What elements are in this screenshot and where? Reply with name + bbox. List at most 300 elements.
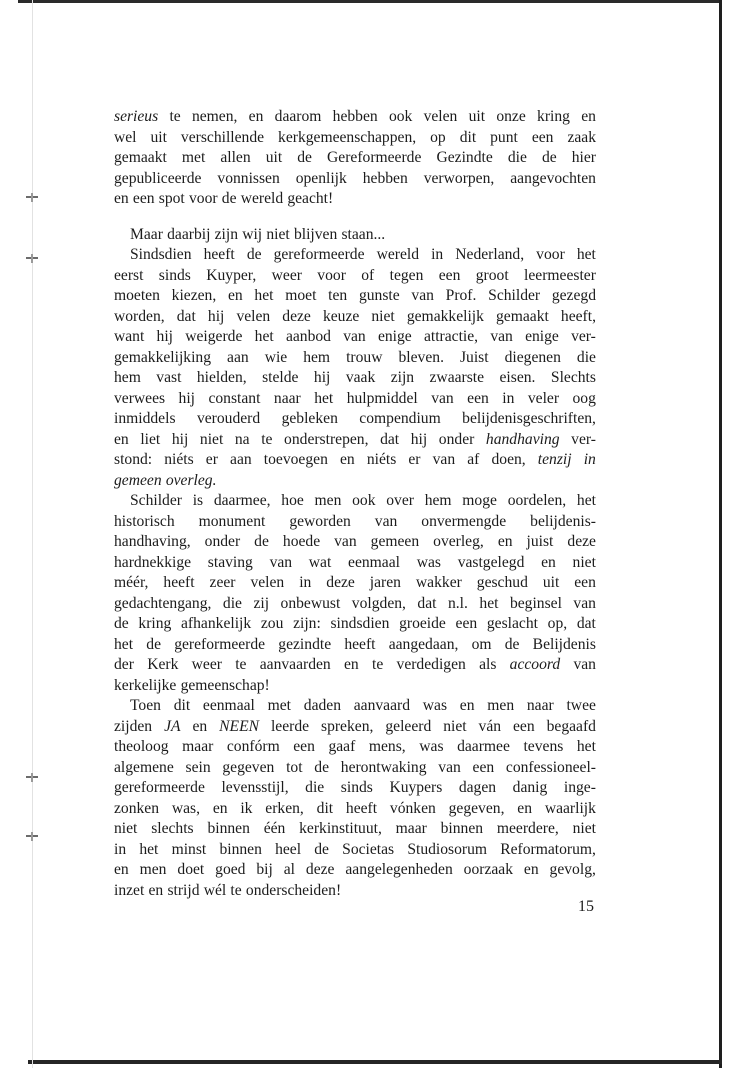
- word: een: [455, 615, 478, 632]
- word: en: [212, 799, 228, 817]
- word: of: [361, 266, 375, 284]
- scan-border-right: [719, 0, 722, 1068]
- word: een: [574, 574, 596, 591]
- word: en: [541, 553, 556, 571]
- word: vónken: [389, 799, 436, 817]
- word: de: [504, 635, 520, 653]
- word: onze: [496, 108, 526, 125]
- word: velen: [250, 574, 285, 591]
- binding-mark: [26, 195, 38, 200]
- word: vaak: [345, 369, 376, 386]
- word: afhankelijk: [181, 615, 252, 632]
- paragraph: [114, 245, 596, 491]
- word: liet: [140, 430, 161, 448]
- word: ik: [240, 799, 253, 817]
- word: handhaving,: [114, 533, 191, 550]
- word: ten: [328, 287, 348, 304]
- word: tenzij: [537, 451, 572, 468]
- word: men: [487, 697, 515, 714]
- word: op: [430, 128, 446, 146]
- word: JA: [164, 717, 181, 735]
- word: hielden,: [196, 369, 247, 386]
- word: binnen: [207, 820, 250, 837]
- word: niet: [199, 430, 224, 448]
- word: oog: [572, 389, 596, 407]
- word: van: [573, 656, 596, 673]
- scan-border-top: [18, 0, 722, 3]
- word: eisen.: [499, 369, 536, 386]
- word: moet: [285, 287, 317, 304]
- word: voor: [536, 246, 565, 263]
- word: naar: [526, 697, 554, 714]
- word: verouderd: [196, 410, 261, 427]
- word: Reformatorum,: [500, 840, 596, 858]
- word: zeer: [209, 574, 236, 591]
- word: staving: [207, 553, 253, 571]
- text-line: [114, 614, 596, 635]
- text-line: [114, 107, 596, 128]
- word: af: [467, 451, 480, 468]
- paragraph: [114, 225, 596, 246]
- word: niéts: [164, 451, 194, 468]
- text-line: [114, 819, 596, 840]
- word: verworpen,: [423, 169, 495, 187]
- scan-border-bottom: [28, 1060, 722, 1064]
- word: binnen: [219, 840, 262, 858]
- text-line: [114, 594, 596, 615]
- word: Schilder: [130, 492, 182, 509]
- word: dat: [417, 594, 437, 612]
- word: het: [576, 738, 596, 755]
- word: men: [139, 861, 167, 878]
- text-line: [114, 860, 596, 881]
- word: was: [416, 553, 441, 571]
- word: van: [490, 328, 513, 345]
- text-line: [114, 128, 596, 149]
- word: heeft: [163, 574, 195, 591]
- word: ver-: [571, 328, 596, 345]
- word: tegen: [389, 266, 424, 284]
- word: niéts: [366, 451, 397, 468]
- word: hij: [156, 328, 174, 345]
- word: gemeen: [114, 471, 162, 489]
- paragraph: [114, 107, 596, 210]
- word: op,: [547, 615, 568, 632]
- word: staan...: [341, 225, 386, 243]
- word: hem: [303, 348, 331, 366]
- word: diegenen: [504, 348, 561, 366]
- word: een: [472, 758, 495, 776]
- word: zijden: [114, 717, 153, 735]
- word: slechts: [151, 820, 194, 837]
- paragraph: [114, 696, 596, 901]
- word: Kuypers: [389, 779, 443, 796]
- word: kiezen,: [171, 287, 217, 304]
- word: geslacht: [486, 615, 538, 632]
- word: gegeven,: [448, 799, 505, 817]
- word: enige: [525, 328, 559, 345]
- word: die: [222, 594, 242, 612]
- word: serieus: [114, 108, 159, 125]
- word: minst: [171, 840, 207, 858]
- word: leerde: [270, 717, 310, 735]
- word: Maar: [130, 225, 163, 243]
- word: spot: [158, 190, 185, 207]
- word: binnen: [440, 820, 484, 837]
- text-line: [114, 409, 596, 430]
- word: Nederland,: [455, 246, 525, 263]
- word: dat: [176, 307, 196, 325]
- word: zaak: [567, 128, 596, 146]
- text-line: [114, 840, 596, 861]
- word: deze: [282, 307, 311, 325]
- word: maar: [182, 738, 214, 755]
- word: hoede: [282, 533, 321, 550]
- word: enige: [377, 328, 412, 345]
- word: dagen: [458, 779, 497, 796]
- word: onder: [438, 430, 475, 448]
- word: uit: [265, 149, 283, 166]
- text-line: [114, 307, 596, 328]
- word: deze: [567, 533, 596, 550]
- word: moge: [462, 492, 497, 509]
- word: aan: [227, 348, 249, 366]
- word: gemaakt: [496, 307, 549, 325]
- word: zijn: [214, 225, 238, 243]
- word: aangevochten: [510, 169, 596, 187]
- word: zijn: [390, 369, 415, 386]
- text-line: [114, 430, 596, 451]
- word: de: [314, 758, 330, 776]
- word: om: [471, 635, 492, 653]
- word: Juist: [459, 348, 489, 366]
- word: verwees: [114, 389, 166, 407]
- page-number: 15: [578, 898, 594, 915]
- word: in: [502, 389, 515, 407]
- word: Gezindte: [436, 149, 493, 166]
- word: Kuyper,: [206, 266, 257, 284]
- word: niet: [443, 717, 467, 735]
- word: strijd: [167, 881, 200, 899]
- word: bij: [256, 861, 273, 878]
- word: monument: [198, 512, 266, 530]
- word: spreken,: [321, 717, 374, 735]
- word: de: [114, 615, 129, 632]
- word: Kerk: [147, 656, 179, 673]
- word: daarmee,: [213, 492, 271, 509]
- word: wereld: [240, 190, 284, 207]
- word: van: [374, 512, 398, 530]
- word: oordelen,: [507, 492, 567, 509]
- word: inzet: [114, 881, 145, 899]
- word: oorzaak: [463, 861, 514, 878]
- word: verschillende: [180, 128, 265, 146]
- word: geschud: [476, 574, 528, 591]
- word: Toen: [130, 697, 161, 714]
- word: uit: [542, 574, 560, 591]
- word: niet: [371, 307, 395, 325]
- word: heeft: [345, 799, 378, 817]
- word: geacht!: [287, 190, 334, 207]
- word: stelde: [262, 369, 299, 386]
- word: die: [507, 149, 527, 166]
- word: en: [581, 108, 596, 125]
- text-line: [114, 266, 596, 287]
- word: aanbod: [285, 328, 331, 345]
- text-line: [114, 169, 596, 190]
- text-line: [114, 881, 596, 902]
- word: geleerd: [385, 717, 432, 735]
- word: zij: [253, 594, 270, 612]
- word: een: [438, 266, 461, 284]
- word: in: [114, 840, 127, 858]
- word: kring: [537, 108, 570, 125]
- text-line: [114, 225, 596, 246]
- word: de: [297, 149, 312, 166]
- word: NEEN: [219, 717, 259, 735]
- word: dit: [316, 799, 334, 817]
- word: hier: [571, 149, 596, 166]
- word: danig: [512, 779, 548, 796]
- word: van: [334, 533, 357, 550]
- word: velen: [423, 108, 458, 125]
- word: een: [467, 389, 489, 407]
- word: vonnissen: [217, 169, 280, 187]
- word: Prof.: [445, 287, 477, 304]
- word: tot: [286, 758, 303, 776]
- word: te: [230, 881, 242, 899]
- word: heel: [275, 840, 302, 858]
- word: groeide: [399, 615, 446, 632]
- text-line: [114, 327, 596, 348]
- word: heeft: [344, 635, 376, 653]
- word: gemeen: [370, 533, 420, 550]
- word: gezindte: [278, 635, 332, 653]
- word: en: [248, 108, 264, 125]
- page-fold-line: [32, 0, 33, 1068]
- word: want: [114, 328, 145, 345]
- word: wie: [264, 348, 288, 366]
- word: vast: [156, 369, 182, 386]
- word: weer: [271, 266, 302, 284]
- word: gebleken: [281, 410, 338, 427]
- text-line: [114, 148, 596, 169]
- word: confessioneel-: [505, 758, 596, 776]
- word: n.l.: [447, 594, 468, 612]
- word: die: [576, 348, 596, 366]
- word: levensstijl,: [221, 779, 289, 796]
- word: en: [523, 861, 539, 878]
- word: kerkgemeenschappen,: [278, 128, 417, 146]
- text-line: [114, 532, 596, 553]
- word: wereld: [376, 246, 419, 263]
- word: volgden,: [351, 594, 406, 612]
- word: zou: [260, 615, 284, 632]
- text-line: [114, 348, 596, 369]
- word: als: [479, 656, 497, 673]
- word: groot: [475, 266, 509, 284]
- word: tevens: [523, 738, 564, 755]
- word: voor: [317, 266, 346, 284]
- text-line: [114, 368, 596, 389]
- word: de: [314, 840, 329, 858]
- text-line: [114, 389, 596, 410]
- text-line: [114, 450, 596, 471]
- word: Sindsdien: [130, 246, 192, 263]
- word: overleg,: [433, 533, 484, 550]
- word: het: [576, 492, 596, 509]
- word: hij: [207, 307, 225, 325]
- word: en: [344, 656, 359, 673]
- word: inge-: [563, 779, 596, 796]
- word: der: [114, 656, 134, 673]
- binding-mark: [26, 256, 38, 261]
- word: een: [531, 128, 554, 146]
- word: herontwaking: [340, 758, 427, 776]
- word: waarlijk: [544, 799, 596, 817]
- word: niet: [114, 820, 138, 837]
- word: heeft: [203, 246, 235, 263]
- word: attractie,: [423, 328, 479, 345]
- word: hem: [424, 492, 452, 509]
- word: Studiosorum: [407, 840, 488, 858]
- text-line: [114, 655, 596, 676]
- word: en: [114, 861, 129, 878]
- word: daarom: [274, 108, 322, 125]
- text-line: [114, 553, 596, 574]
- word: over: [386, 492, 414, 509]
- text-line: [114, 799, 596, 820]
- word: naar: [273, 389, 301, 407]
- word: twee: [566, 697, 596, 714]
- word: weer: [191, 656, 222, 673]
- word: confórm: [226, 738, 280, 755]
- word: erken,: [265, 799, 304, 817]
- text-line: [114, 471, 596, 492]
- word: sinds: [158, 266, 191, 284]
- word: heeft,: [560, 307, 596, 325]
- binding-mark: [26, 834, 38, 839]
- word: van: [573, 594, 596, 612]
- word: gedachtengang,: [114, 594, 212, 612]
- word: niet: [572, 820, 596, 837]
- word: het: [576, 246, 596, 263]
- text-line: [114, 286, 596, 307]
- word: dat: [576, 615, 596, 632]
- word: worden,: [114, 307, 165, 325]
- word: eenmaal: [202, 697, 255, 714]
- word: theoloog: [114, 738, 169, 755]
- word: en: [459, 697, 475, 714]
- word: en: [517, 799, 533, 817]
- word: Slechts: [550, 369, 596, 386]
- word: het: [254, 328, 274, 345]
- word: bleven.: [398, 348, 444, 366]
- text-line: [114, 189, 596, 210]
- word: dit: [459, 128, 477, 146]
- word: gunste: [358, 287, 400, 304]
- word: verdedigen: [396, 656, 466, 673]
- text-line: [114, 737, 596, 758]
- word: te: [235, 656, 247, 673]
- paragraph-gap: [114, 210, 596, 225]
- word: eenmaal: [348, 553, 400, 571]
- word: de: [541, 149, 557, 166]
- word: te: [371, 656, 384, 673]
- word: eerst: [114, 266, 144, 284]
- word: een: [132, 190, 155, 207]
- word: gemakkelijk: [406, 307, 484, 325]
- word: aanvaarden: [259, 656, 331, 673]
- word: doen,: [491, 451, 526, 468]
- word: gemeenschap!: [180, 676, 270, 694]
- word: Schilder: [488, 287, 541, 304]
- word: hulpmiddel: [346, 389, 418, 407]
- word: één: [263, 820, 286, 837]
- word: belijdenisgeschriften,: [462, 410, 596, 427]
- binding-mark: [26, 775, 38, 780]
- word: overleg.: [165, 471, 217, 489]
- word: die: [305, 779, 325, 796]
- word: begaafd: [546, 717, 596, 735]
- word: er: [205, 451, 218, 468]
- word: blijven: [293, 225, 338, 243]
- word: het: [114, 635, 134, 653]
- word: zwaarste: [429, 369, 485, 386]
- word: er: [408, 451, 421, 468]
- word: handhaving: [485, 430, 560, 448]
- word: hem: [114, 369, 141, 386]
- word: van: [432, 451, 456, 468]
- word: in: [583, 451, 596, 468]
- word: kerkinstituut,: [299, 820, 382, 837]
- word: gereformeerde: [114, 779, 205, 796]
- word: Belijdenis: [532, 635, 596, 653]
- word: de: [221, 190, 237, 207]
- word: algemene: [114, 758, 174, 776]
- word: de: [146, 635, 161, 653]
- word: toevoegen: [263, 451, 328, 468]
- word: en: [114, 190, 129, 207]
- word: allen: [220, 149, 251, 166]
- word: en: [227, 287, 243, 304]
- word: het: [479, 594, 499, 612]
- word: gereformeerde: [273, 246, 365, 263]
- word: onderscheiden!: [245, 881, 342, 899]
- word: hij: [313, 369, 331, 386]
- word: wél: [203, 881, 227, 899]
- word: aangelegenheden: [345, 861, 453, 878]
- word: onderstrepen,: [284, 430, 369, 448]
- word: moeten: [114, 287, 160, 304]
- word: hij: [410, 430, 428, 448]
- word: en: [339, 451, 355, 468]
- word: Gereformeerde: [327, 149, 422, 166]
- word: hij: [178, 389, 196, 407]
- word: sindsdien: [330, 615, 390, 632]
- word: maar: [395, 820, 427, 837]
- word: aangedaan,: [388, 635, 459, 653]
- word: met: [267, 697, 292, 714]
- word: belijdenis-: [530, 512, 596, 530]
- word: kerkelijke: [114, 676, 177, 694]
- word: dat: [380, 430, 400, 448]
- word: met: [181, 149, 206, 166]
- word: gereformeerde: [174, 635, 266, 653]
- word: onbewust: [280, 594, 341, 612]
- word: jaren: [369, 574, 401, 591]
- word: de: [254, 533, 269, 550]
